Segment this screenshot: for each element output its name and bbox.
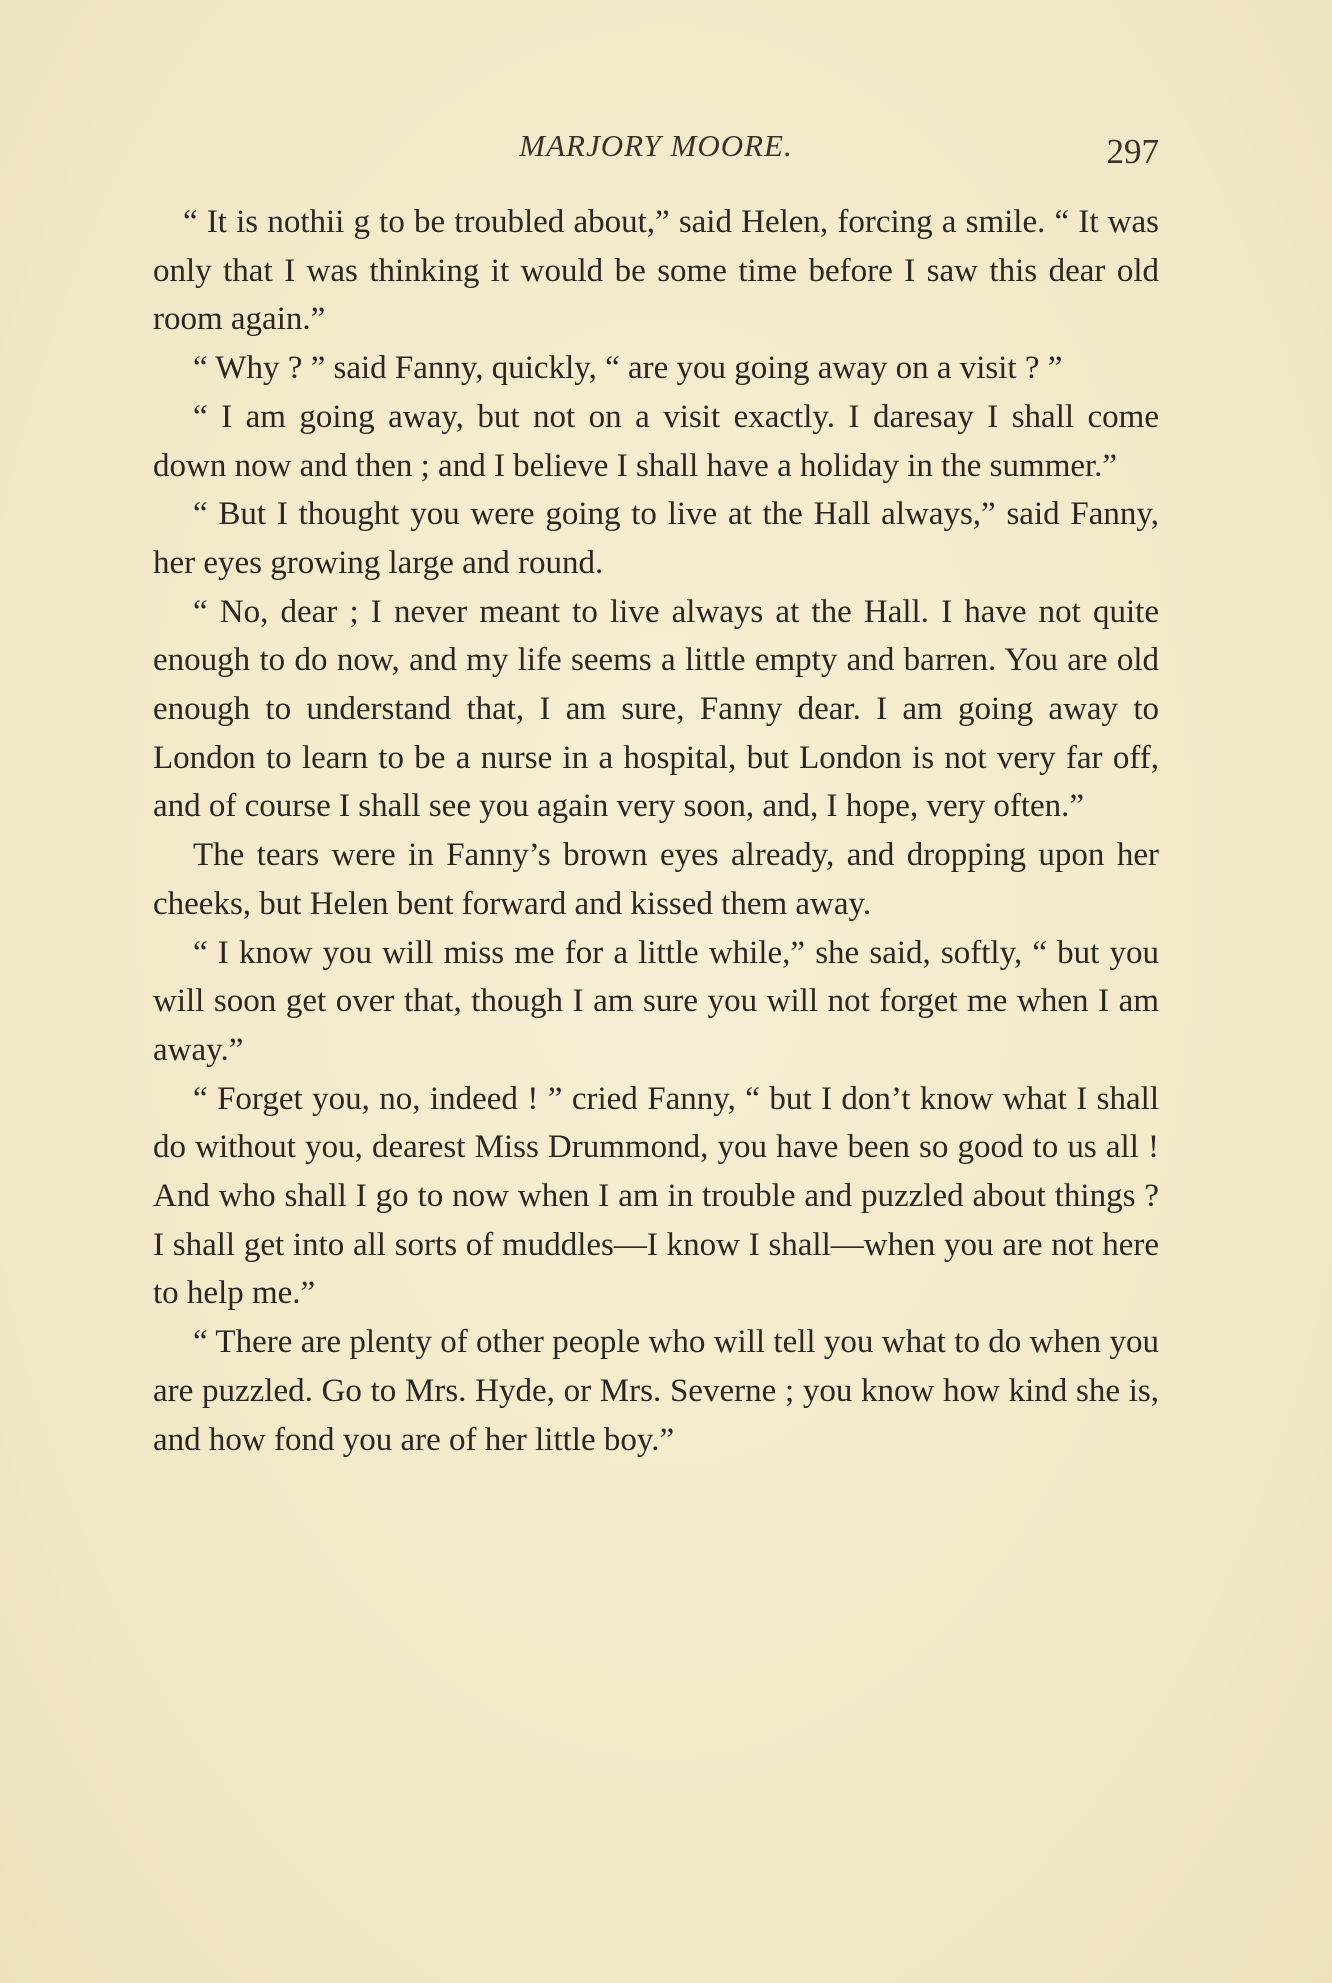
paragraph: “ It is nothii g to be troubled about,” said Helen, forcing a smile. “ It was only that I was thinking it would be some time before I saw this dear old room again.” — [153, 204, 1159, 338]
paragraph: The tears were in Fanny’s brown eyes already, and dropping upon her cheeks, but Helen bent forward and kissed them away. — [153, 837, 1159, 922]
running-title: MARJORY MOORE. — [519, 128, 793, 163]
paragraph: “ I know you will miss me for a little while,” she said, softly, “ but you will soon get over that, though I am sure you will not forget me when I am away.” — [153, 934, 1159, 1068]
paragraph: “ I am going away, but not on a visit exactly. I daresay I shall come down now and then ; and I believe I shall have a holiday in the summer.” — [153, 398, 1159, 484]
paragraph: “ Why ? ” said Fanny, quickly, “ are you going away on a visit ? ” — [193, 350, 1063, 387]
paragraph: “ Forget you, no, indeed ! ” cried Fanny, “ but I don’t know what I shall do without you, dearest Miss Drummond, you have been so good to us all ! And who shall I go to now when I am in trouble and puzzled about things ? I shall get into all sorts of muddles—I know I shall—when you are not here to help me.” — [153, 1080, 1159, 1312]
paragraph: “ There are plenty of other people who will tell you what to do when you are puzzled. Go to Mrs. Hyde, or Mrs. Severne ; you know how kind she is, and how fond you are of her little boy.” — [153, 1324, 1159, 1458]
body-text — [153, 198, 1159, 1464]
page-number: 297 — [1106, 132, 1159, 171]
paragraph: “ No, dear ; I never meant to live always at the Hall. I have not quite enough to do now, and my life seems a little empty and barren. You are old enough to understand that, I am sure, Fanny dear. I am going away to London to learn to be a nurse in a hospital, but London is not very far off, and of course I shall see you again very soon, and, I hope, very often.” — [153, 593, 1159, 825]
running-head — [153, 122, 1159, 172]
paragraph: “ But I thought you were going to live at the Hall always,” said Fanny, her eyes growing large and round. — [153, 496, 1159, 581]
